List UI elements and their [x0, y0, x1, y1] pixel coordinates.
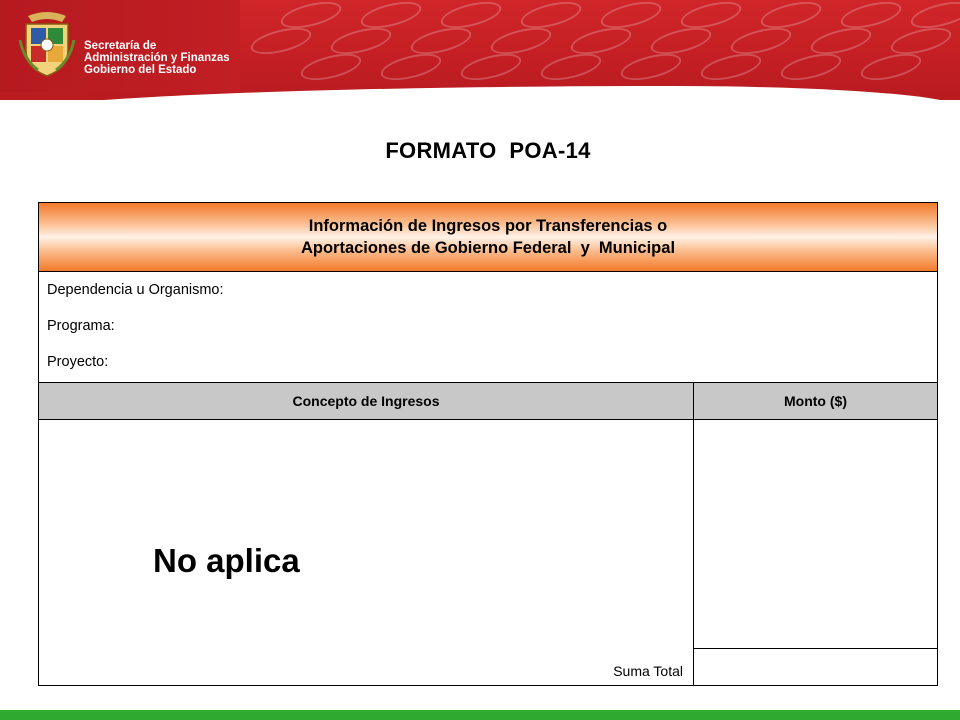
poa-form: [38, 202, 938, 686]
logo-panel: [0, 0, 240, 92]
field-proyecto: [47, 354, 114, 370]
column-header-monto: Monto ($): [784, 393, 847, 409]
org-line: Secretaría de: [84, 40, 157, 52]
field-label: Dependencia u Organismo:: [47, 282, 224, 298]
field-programa: [47, 318, 121, 334]
table-body: [39, 420, 937, 685]
state-seal-icon: [18, 10, 76, 78]
footer-bar: [0, 710, 960, 720]
info-block: [39, 272, 937, 383]
suma-total-label: Suma Total: [613, 663, 683, 679]
suma-total-value: [694, 648, 937, 685]
form-header-line: Información de Ingresos por Transferencias o: [308, 217, 668, 235]
table-header-row: [39, 383, 937, 420]
field-dependencia: [47, 282, 230, 298]
org-line: Administración y Finanzas: [84, 52, 230, 64]
header-banner: [0, 0, 960, 100]
field-label: Proyecto:: [47, 354, 109, 370]
monto-cell: [694, 420, 937, 685]
form-header-line: Aportaciones de Gobierno Federal y Municipal: [300, 239, 676, 257]
field-label: Programa:: [47, 318, 115, 334]
organization-name: [84, 40, 230, 76]
no-aplica-note: No aplica: [153, 542, 300, 579]
org-line: Gobierno del Estado: [84, 64, 197, 76]
concepto-cell: [39, 420, 694, 685]
form-header: [39, 203, 937, 272]
column-header-concepto: Concepto de Ingresos: [39, 383, 694, 419]
document-title: FORMATO POA-14: [385, 138, 591, 163]
